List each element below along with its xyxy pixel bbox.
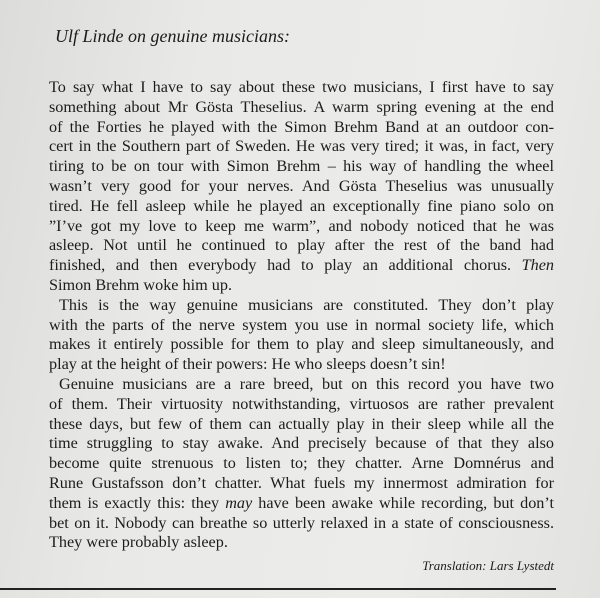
article-title: Ulf Linde on genuine musicians: (55, 26, 290, 46)
divider-rule (0, 588, 556, 590)
text-line (49, 415, 554, 435)
text-line (49, 98, 554, 118)
text-line (49, 395, 554, 415)
text-line (49, 514, 554, 534)
text-segment: tired. He fell asleep while he played an exceptionally fine piano solo on (49, 196, 554, 215)
text-segment: ”I’ve got my love to keep me warm”, and nobody noticed that he was (49, 216, 554, 235)
text-line (49, 296, 554, 316)
text-segment: wasn’t very good for your nerves. And Gösta Theselius was unusually (49, 176, 554, 195)
text-line (49, 276, 554, 296)
text-segment: time struggling to stay awake. And precisely because of that they also (49, 434, 554, 453)
text-segment: asleep. Not until he continued to play after the rest of the band had (49, 236, 554, 255)
text-line (49, 256, 554, 276)
text-line (49, 533, 554, 553)
italic-text: may (225, 493, 253, 512)
text-line (49, 118, 554, 138)
text-line (49, 316, 554, 336)
text-segment: play at the height of their powers: He who sleeps doesn’t sin! (49, 355, 446, 374)
text-segment: finished, and then everybody had to play an additional chorus. (49, 256, 522, 275)
translation-credit: Translation: Lars Lystedt (422, 558, 554, 573)
text-line (49, 197, 554, 217)
text-line (49, 177, 554, 197)
text-segment: Genuine musicians are a rare breed, but on this record you have two (59, 374, 554, 393)
text-segment: of the Forties he played with the Simon Brehm Band at an outdoor con- (49, 117, 554, 136)
text-segment: They were probably asleep. (49, 533, 228, 552)
text-segment: of them. Their virtuosity notwithstanding, virtuosos are rather prevalent (49, 394, 554, 413)
text-line (49, 236, 554, 256)
text-segment: with the parts of the nerve system you use in normal society life, which (49, 315, 554, 334)
text-line (49, 434, 554, 454)
text-segment: makes it entirely possible for them to play and sleep simultaneously, and (49, 335, 554, 354)
text-segment: Simon Brehm woke him up. (49, 275, 233, 294)
text-segment: become quite strenuous to listen to; they chatter. Arne Domnérus and (49, 454, 554, 473)
text-line (49, 355, 554, 375)
text-line (49, 454, 554, 474)
text-segment: these days, but few of them can actually play in their sleep while all the (49, 414, 554, 433)
text-segment: To say what I have to say about these two musicians, I first have to say (49, 78, 554, 96)
article-body (49, 78, 554, 553)
text-segment: cert in the Southern part of Sweden. He was very tired; it was, in fact, very (49, 137, 554, 156)
text-segment: have been awake while recording, but don’t (252, 493, 554, 512)
text-line (49, 78, 554, 98)
text-segment: bet on it. Nobody can breathe so utterly relaxed in a state of consciousness. (49, 513, 554, 532)
text-line (49, 217, 554, 237)
text-segment: This is the way genuine musicians are constituted. They don’t play (59, 295, 554, 314)
text-line (49, 494, 554, 514)
text-line (49, 137, 554, 157)
text-line (49, 157, 554, 177)
text-segment: them is exactly this: they (49, 493, 226, 512)
text-line (49, 375, 554, 395)
text-segment: tiring to be on tour with Simon Brehm – his way of handling the wheel (49, 157, 554, 176)
text-segment: Rune Gustafsson don’t chatter. What fuels my innermost admiration for (49, 473, 554, 492)
text-segment: something about Mr Gösta Theselius. A warm spring evening at the end (49, 97, 554, 116)
text-line (49, 474, 554, 494)
italic-text: Then (521, 256, 554, 275)
text-line (49, 335, 554, 355)
